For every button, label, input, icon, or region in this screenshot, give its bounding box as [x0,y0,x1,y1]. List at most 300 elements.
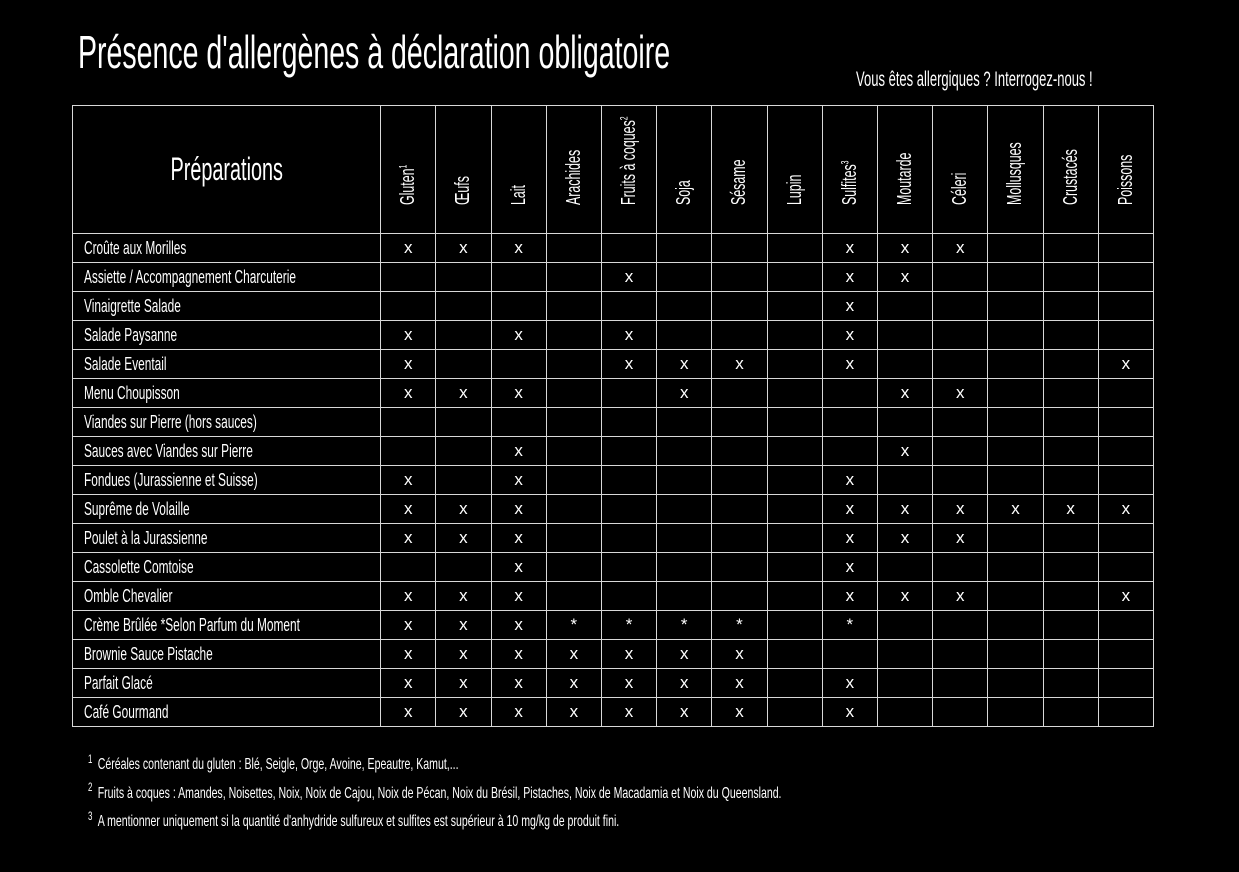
allergen-mark [988,669,1043,698]
allergen-mark [822,408,877,437]
allergen-mark [767,321,822,350]
allergen-mark [877,408,932,437]
allergen-mark: * [546,611,601,640]
table-row [73,408,1154,437]
table-row [73,234,1154,263]
allergen-mark [933,640,988,669]
allergen-name: Moutarde [894,152,917,205]
allergen-mark: x [712,350,767,379]
allergen-mark [1098,379,1153,408]
allergen-mark: x [933,379,988,408]
allergen-mark [1043,553,1098,582]
allergen-mark [988,466,1043,495]
dish-name: Sauces avec Viandes sur Pierre [84,441,253,461]
allergen-mark [712,408,767,437]
allergen-mark [491,408,546,437]
allergen-mark [381,437,436,466]
allergen-mark [1043,408,1098,437]
dish-cell [73,292,381,321]
allergen-mark: x [381,611,436,640]
allergen-header-6 [712,106,767,234]
allergen-mark [1098,466,1153,495]
allergen-mark [1043,524,1098,553]
allergen-mark [877,321,932,350]
allergen-mark [822,379,877,408]
allergen-mark [1043,582,1098,611]
allergen-mark: x [436,611,491,640]
allergen-mark [546,437,601,466]
allergen-label [949,173,971,205]
allergen-mark [601,379,656,408]
footnote-number: 1 [88,751,93,766]
allergen-header-8 [822,106,877,234]
table-row [73,350,1154,379]
allergen-name: Lait [507,185,530,205]
dish-cell [73,437,381,466]
allergen-label [397,165,419,205]
allergen-mark [491,350,546,379]
allergen-mark: x [436,698,491,727]
allergen-mark [1098,611,1153,640]
allergen-mark [1043,698,1098,727]
allergen-label [1115,155,1137,205]
allergen-mark [933,698,988,727]
table-row [73,582,1154,611]
allergen-mark [767,437,822,466]
allergen-header-0 [381,106,436,234]
allergen-mark [546,263,601,292]
allergen-mark: x [436,234,491,263]
allergen-mark: x [822,234,877,263]
allergen-mark [1043,466,1098,495]
allergen-mark [491,292,546,321]
allergen-mark [933,669,988,698]
allergen-header-7 [767,106,822,234]
allergen-mark: x [712,640,767,669]
dish-name: Poulet à la Jurassienne [84,528,208,548]
footnote [88,751,781,780]
allergen-mark [712,263,767,292]
allergen-mark: x [546,698,601,727]
allergen-mark [657,466,712,495]
allergen-header-10 [933,106,988,234]
allergen-mark: x [822,553,877,582]
allergen-mark: x [491,669,546,698]
allergen-mark: x [877,379,932,408]
allergen-mark [546,292,601,321]
allergen-mark [657,408,712,437]
allergen-mark: x [822,669,877,698]
preparations-header [73,106,381,234]
footnote-ref: 2 [618,116,631,121]
allergen-name: Crustacés [1059,149,1082,205]
footnote-text: A mentionner uniquement si la quantité d'anhydride sulfureux et sulfites est supérieur à 10 mg/kg de produit fini. [97,813,620,830]
allergen-mark [877,669,932,698]
allergen-table [72,105,1154,727]
allergen-name: Soja [673,180,696,205]
allergen-label [1004,142,1026,205]
allergen-mark [657,234,712,263]
dish-cell [73,640,381,669]
allergen-mark [436,292,491,321]
allergen-mark: x [1098,582,1153,611]
allergen-mark [601,466,656,495]
allergen-mark: x [491,466,546,495]
allergen-mark: x [877,495,932,524]
footnote-ref: 1 [397,164,410,169]
allergen-label [563,150,585,205]
dish-cell [73,321,381,350]
allergen-mark [657,524,712,553]
allergen-mark [601,408,656,437]
allergen-mark [877,553,932,582]
allergen-mark [877,292,932,321]
allergen-mark: x [822,292,877,321]
allergen-mark [1098,263,1153,292]
allergen-mark [988,234,1043,263]
allergen-mark: x [601,640,656,669]
table-row [73,379,1154,408]
allergen-label [452,176,474,205]
dish-cell [73,553,381,582]
dish-cell [73,669,381,698]
allergen-mark [1043,292,1098,321]
allergen-mark: x [657,698,712,727]
allergen-mark: x [657,640,712,669]
allergen-mark: * [822,611,877,640]
allergen-mark [546,553,601,582]
allergen-mark [933,350,988,379]
allergen-mark [988,379,1043,408]
dish-name: Fondues (Jurassienne et Suisse) [84,470,258,490]
allergen-mark: x [381,495,436,524]
allergen-mark: x [381,466,436,495]
dish-name: Salade Paysanne [84,325,178,345]
allergen-mark [601,524,656,553]
allergen-mark [601,553,656,582]
dish-cell [73,263,381,292]
allergen-mark [1043,350,1098,379]
allergen-mark: x [822,698,877,727]
allergen-mark [767,669,822,698]
allergen-mark: x [436,640,491,669]
allergen-mark [988,698,1043,727]
dish-name: Suprême de Volaille [84,499,190,519]
allergen-mark [822,437,877,466]
allergen-mark [933,408,988,437]
allergen-header-5 [657,106,712,234]
table-row [73,437,1154,466]
allergen-label [1060,149,1082,205]
allergen-name: Œufs [452,176,475,205]
allergen-mark [546,408,601,437]
allergen-mark: x [491,640,546,669]
allergen-mark: x [436,669,491,698]
allergen-header-13 [1098,106,1153,234]
allergen-mark [767,524,822,553]
allergen-mark [436,466,491,495]
allergen-mark [1043,437,1098,466]
allergen-header-3 [546,106,601,234]
allergen-mark [988,408,1043,437]
allergen-mark [767,379,822,408]
allergen-mark [877,611,932,640]
allergen-mark [1098,437,1153,466]
dish-name: Cassolette Comtoise [84,557,194,577]
table-row [73,263,1154,292]
allergen-mark: x [491,611,546,640]
allergen-mark: x [822,495,877,524]
allergen-mark [933,321,988,350]
allergen-mark: x [381,350,436,379]
allergen-mark [712,495,767,524]
allergen-mark [546,350,601,379]
allergen-mark [657,263,712,292]
allergen-mark: x [491,437,546,466]
allergen-mark: x [822,321,877,350]
allergen-mark [767,350,822,379]
allergen-name: Fruits à coques [618,120,641,205]
allergen-mark [1098,292,1153,321]
allergen-mark [1043,379,1098,408]
dish-cell [73,408,381,437]
footnote-number: 2 [88,780,93,795]
allergen-mark: x [491,321,546,350]
allergen-mark [381,292,436,321]
allergen-mark: x [822,350,877,379]
allergen-mark [933,611,988,640]
dish-name: Menu Choupisson [84,383,180,403]
allergen-mark: x [712,698,767,727]
allergen-header-12 [1043,106,1098,234]
allergen-mark: x [491,234,546,263]
allergen-mark: x [436,524,491,553]
allergen-name: Sulfites [838,164,861,205]
footnote-ref: 3 [839,160,852,165]
allergen-mark [767,582,822,611]
allergen-mark: x [988,495,1043,524]
allergen-mark: x [491,524,546,553]
allergen-mark [491,263,546,292]
allergen-mark: x [546,669,601,698]
allergen-mark [767,495,822,524]
allergen-mark [988,292,1043,321]
allergen-mark: x [436,379,491,408]
allergen-mark: x [877,524,932,553]
allergen-mark: x [491,553,546,582]
allergen-mark [822,640,877,669]
allergen-mark [712,234,767,263]
table-row [73,292,1154,321]
allergen-mark: x [933,524,988,553]
allergen-mark: x [877,582,932,611]
allergen-name: Arachides [562,149,585,205]
footnotes [88,751,1139,837]
allergen-mark [767,292,822,321]
allergen-mark: x [657,379,712,408]
allergen-mark: * [601,611,656,640]
allergen-label [894,153,916,205]
allergen-mark: x [491,379,546,408]
allergen-mark: x [1098,350,1153,379]
allergen-label [839,161,861,205]
allergen-mark: x [877,234,932,263]
allergen-name: Lupin [783,174,806,205]
allergen-mark [877,350,932,379]
allergen-mark [546,524,601,553]
dish-name: Crème Brûlée *Selon Parfum du Moment [84,615,300,635]
allergen-mark [712,437,767,466]
allergen-mark [436,408,491,437]
allergen-mark [657,553,712,582]
table-row [73,553,1154,582]
table-row [73,524,1154,553]
allergen-mark [436,321,491,350]
allergen-mark: x [381,524,436,553]
allergen-mark [657,437,712,466]
allergen-mark: x [822,582,877,611]
allergen-mark [933,263,988,292]
allergen-mark [988,640,1043,669]
dish-cell [73,350,381,379]
allergen-mark [601,292,656,321]
allergen-mark [436,263,491,292]
dish-name: Croûte aux Morilles [84,238,187,258]
allergen-mark [546,321,601,350]
dish-cell [73,466,381,495]
allergen-mark [988,524,1043,553]
allergen-mark [767,466,822,495]
footnote-number: 3 [88,808,93,823]
allergen-name: Sésame [728,159,751,205]
allergen-mark [933,466,988,495]
table-row [73,466,1154,495]
allergen-mark: x [601,669,656,698]
allergen-mark: x [381,582,436,611]
dish-name: Vinaigrette Salade [84,296,181,316]
allergen-mark: x [491,698,546,727]
dish-name: Brownie Sauce Pistache [84,644,213,664]
allergen-mark [712,553,767,582]
allergen-mark [1098,524,1153,553]
allergen-mark [767,553,822,582]
allergen-mark [381,553,436,582]
allergen-mark: x [822,466,877,495]
allergen-mark [1098,234,1153,263]
allergen-mark: x [601,263,656,292]
allergen-mark [601,234,656,263]
allergen-mark [712,292,767,321]
allergen-mark [988,553,1043,582]
allergen-mark: x [381,321,436,350]
table-row [73,611,1154,640]
allergen-mark [712,524,767,553]
allergen-mark: x [381,640,436,669]
allergen-header-9 [877,106,932,234]
dish-name: Assiette / Accompagnement Charcuterie [84,267,296,287]
allergen-mark [381,263,436,292]
allergen-mark [767,640,822,669]
allergen-mark: x [1043,495,1098,524]
allergen-mark [767,698,822,727]
allergen-mark: x [381,234,436,263]
table-header-row [73,106,1154,234]
allergen-label [508,185,530,205]
allergen-name: Mollusques [1004,142,1027,205]
allergen-mark [767,408,822,437]
allergen-name: Gluten [397,168,420,205]
allergen-label [728,160,750,205]
allergen-mark: x [381,379,436,408]
allergen-mark: x [933,234,988,263]
allergen-mark [1043,611,1098,640]
preparations-header-label: Préparations [170,151,283,187]
dish-name: Parfait Glacé [84,673,153,693]
allergen-mark: x [436,495,491,524]
allergen-mark [988,321,1043,350]
allergen-mark [712,582,767,611]
allergen-mark [601,582,656,611]
allergen-mark [657,292,712,321]
allergen-name: Poissons [1114,154,1137,205]
allergen-mark [657,582,712,611]
allergen-mark [546,495,601,524]
table-row [73,669,1154,698]
allergen-mark: x [657,350,712,379]
allergen-mark [1043,321,1098,350]
allergen-mark: x [381,698,436,727]
allergen-mark [436,437,491,466]
allergen-mark [436,350,491,379]
table-row [73,698,1154,727]
allergen-mark [546,466,601,495]
allergen-mark [712,379,767,408]
allergen-mark [546,234,601,263]
allergen-mark: x [491,582,546,611]
allergen-mark [933,437,988,466]
allergen-mark [1098,553,1153,582]
allergen-header-4 [601,106,656,234]
dish-cell [73,234,381,263]
allergen-mark [1098,669,1153,698]
allergen-mark [601,495,656,524]
dish-cell [73,495,381,524]
allergen-mark: * [657,611,712,640]
dish-cell [73,524,381,553]
allergen-label [618,116,640,205]
allergen-mark [1098,640,1153,669]
allergen-mark [712,321,767,350]
allergen-mark [1098,321,1153,350]
allergen-mark [657,321,712,350]
dish-cell [73,379,381,408]
allergen-mark [546,379,601,408]
allergen-mark: x [822,263,877,292]
allergen-mark: x [381,669,436,698]
allergen-mark: x [877,437,932,466]
dish-name: Salade Eventail [84,354,167,374]
footnote-text: Céréales contenant du gluten : Blé, Seigle, Orge, Avoine, Epeautre, Kamut,... [97,756,459,773]
allergen-header-11 [988,106,1043,234]
allergen-mark [933,553,988,582]
allergen-mark [877,698,932,727]
allergy-notice: Vous êtes allergiques ? Interrogez-nous ! [856,68,1093,91]
footnote [88,780,781,809]
footnote-text: Fruits à coques : Amandes, Noisettes, Noix, Noix de Cajou, Noix de Pécan, Noix du Brésil, Pistaches, Noix de Macadamia et Noix du Queensland. [97,784,782,802]
allergen-name: Céleri [949,172,972,205]
allergen-mark [767,234,822,263]
allergen-mark [1098,698,1153,727]
